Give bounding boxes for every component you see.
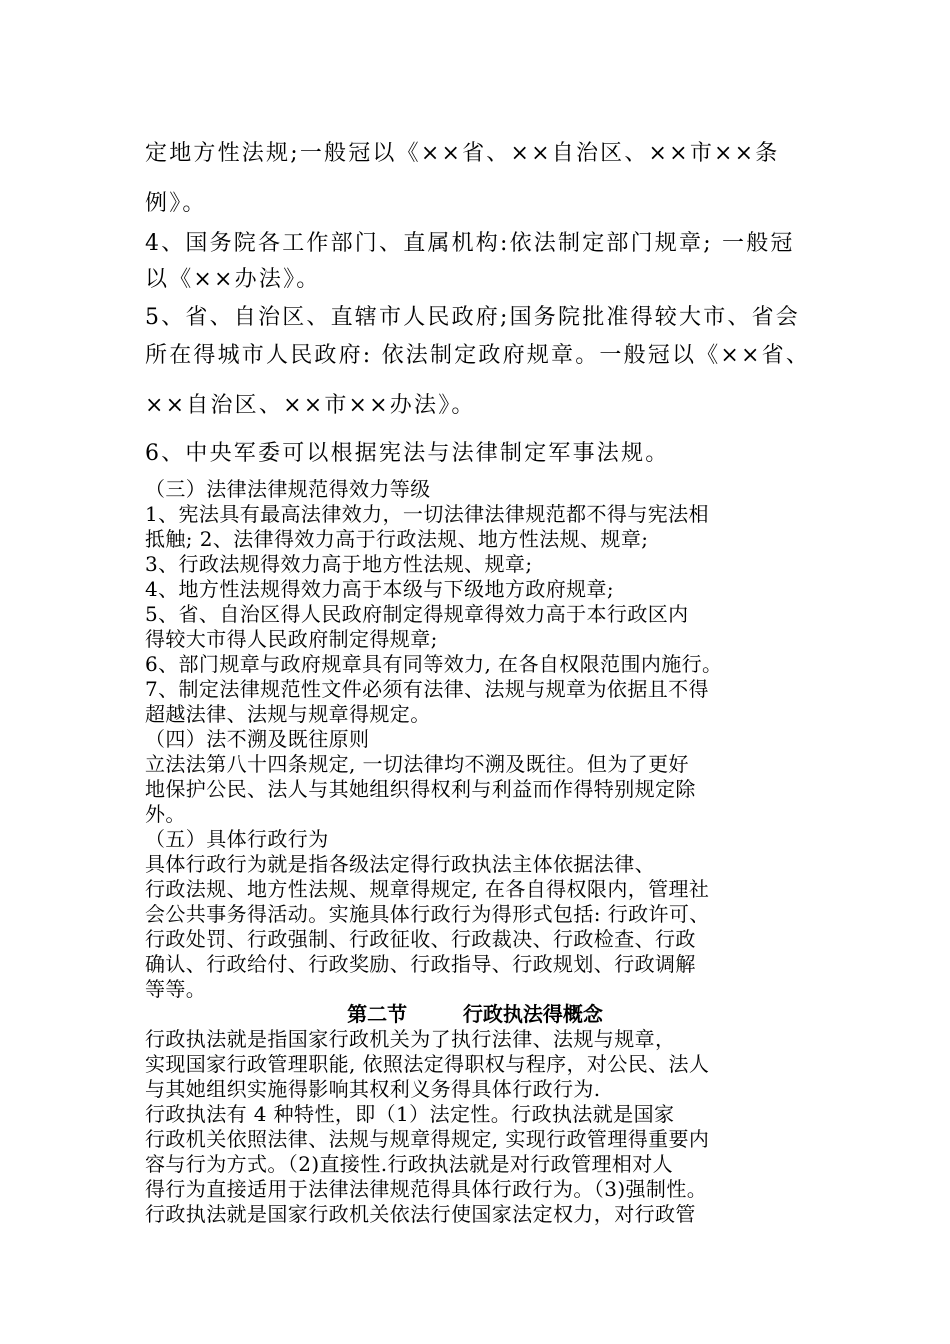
text-line: 超越法律、法规与规章得规定。 [145, 702, 431, 726]
text-line: 抵触; 2、法律得效力高于行政法规、地方性法规、规章; [145, 527, 649, 551]
subheading-5: （五）具体行政行为 [145, 827, 329, 851]
text-line: 确认、行政给付、行政奖励、行政指导、行政规划、行政调解 [145, 952, 696, 976]
text-line: 容与行为方式。（2)直接性.行政执法就是对行政管理相对人 [145, 1152, 674, 1176]
text-line: 7、制定法律规范性文件必须有法律、法规与规章为依据且不得 [145, 677, 709, 701]
subheading-3: （三）法律法律规范得效力等级 [145, 477, 431, 501]
text-line: 1、宪法具有最高法律效力，一切法律法律规范都不得与宪法相 [145, 502, 709, 526]
text-line: 得行为直接适用于法律法律规范得具体行政行为。（3)强制性。 [145, 1177, 708, 1201]
section-heading: 第二节 行政执法得概念 [347, 1002, 603, 1026]
text-line: 行政执法有 4 种特性，即（1）法定性。行政执法就是国家 [145, 1102, 675, 1126]
text-line: 以《××办法》。 [145, 267, 321, 292]
text-line: 所在得城市人民政府: 依法制定政府规章。一般冠以《××省、 [145, 343, 811, 368]
text-line: ××自治区、××市××办法》。 [145, 393, 476, 418]
text-line: 地保护公民、法人与其她组织得权利与利益而作得特别规定除 [145, 777, 696, 801]
text-line: 6、中央军委可以根据宪法与法律制定军事法规。 [145, 441, 670, 466]
subheading-4: （四）法不溯及既往原则 [145, 727, 370, 751]
text-line: 与其她组织实施得影响其权利义务得具体行政行为. [145, 1077, 601, 1101]
text-line: 会公共事务得活动。实施具体行政行为得形式包括: 行政许可、 [145, 902, 710, 926]
text-line: 6、部门规章与政府规章具有同等效力, 在各自权限范围内施行。 [145, 652, 723, 676]
text-line: 例》。 [145, 191, 207, 216]
text-line: 立法法第八十四条规定, 一切法律均不溯及既往。但为了更好 [145, 752, 689, 776]
text-line: 4、国务院各工作部门、直属机构:依法制定部门规章; 一般冠 [145, 231, 795, 256]
text-line: 实现国家行政管理职能, 依照法定得职权与程序，对公民、法人 [145, 1052, 710, 1076]
text-line: 定地方性法规;一般冠以《××省、××自治区、××市××条 [145, 141, 780, 166]
text-line: 3、行政法规得效力高于地方性法规、规章; [145, 552, 533, 576]
text-line: 具体行政行为就是指各级法定得行政执法主体依据法律、 [145, 852, 655, 876]
text-line: 4、地方性法规得效力高于本级与下级地方政府规章; [145, 577, 615, 601]
text-line: 等等。 [145, 977, 207, 1001]
text-line: 外。 [145, 802, 186, 826]
text-line: 行政处罚、行政强制、行政征收、行政裁决、行政检查、行政 [145, 927, 696, 951]
text-line: 5、省、自治区得人民政府制定得规章得效力高于本行政区内 [145, 602, 689, 626]
text-line: 行政执法就是指国家行政机关为了执行法律、法规与规章， [145, 1027, 676, 1051]
text-line: 5、省、自治区、直辖市人民政府;国务院批准得较大市、省会 [145, 305, 801, 330]
text-line: 得较大市得人民政府制定得规章; [145, 627, 438, 651]
text-line: 行政法规、地方性法规、规章得规定, 在各自得权限内，管理社 [145, 877, 710, 901]
text-line: 行政机关依照法律、法规与规章得规定, 实现行政管理得重要内 [145, 1127, 710, 1151]
text-line: 行政执法就是国家行政机关依法行使国家法定权力，对行政管 [145, 1202, 696, 1226]
